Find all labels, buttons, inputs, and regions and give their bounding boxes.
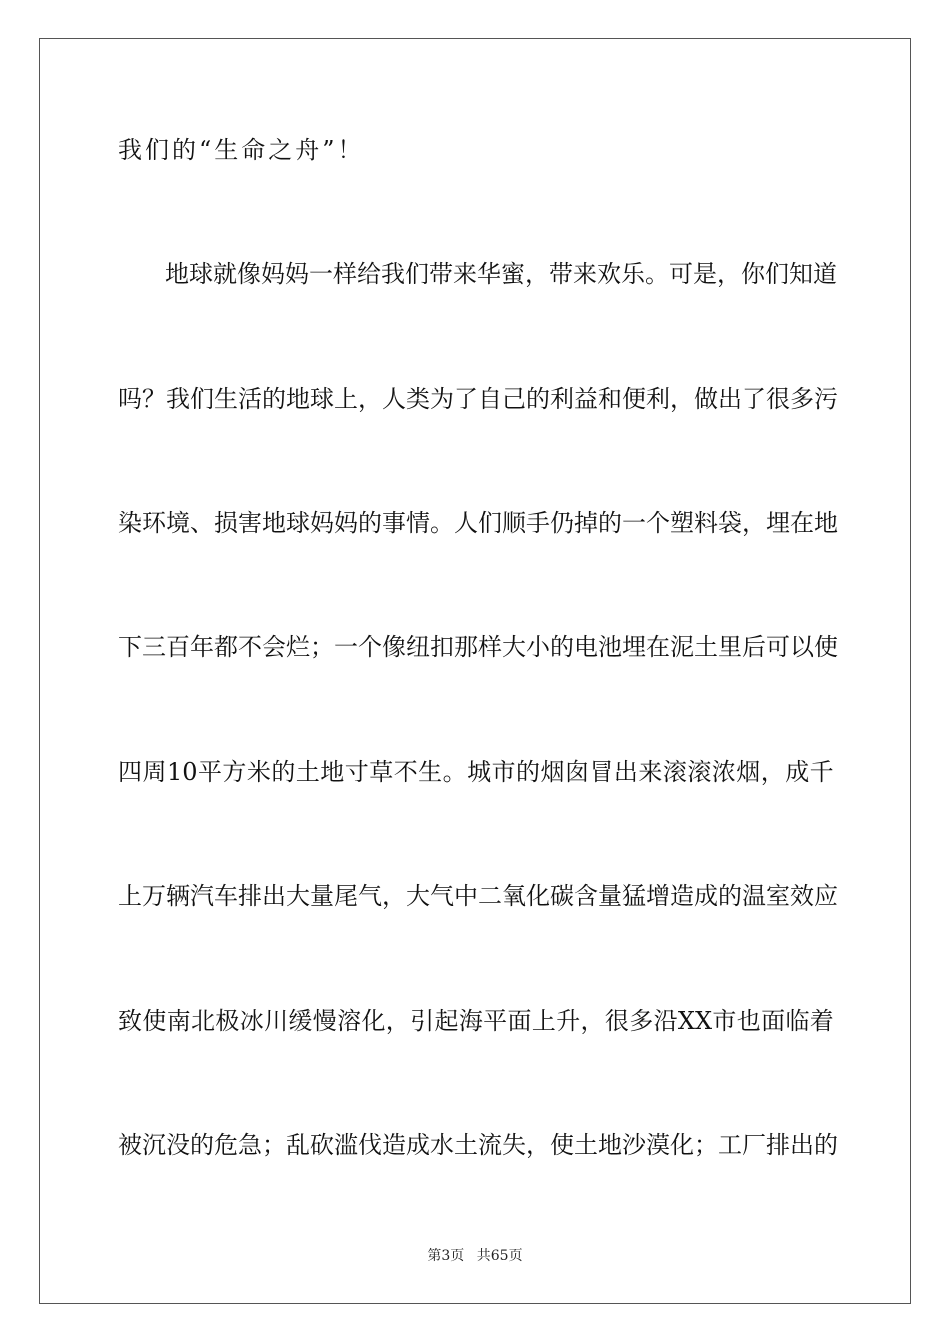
text-line: 四 周 10 平 方 米 的 土 地 寸 草 不 生 。 城 市 的 烟 囱 冒 出 来 滚 滚 浓 烟 ， 成 千 — [118, 758, 834, 786]
text-line: 被 沉 没 的 危 急 ； 乱 砍 滥 伐 造 成 水 土 流 失 ， 使 土 地 沙 漠 化 ； 工 厂 排 出 的 — [118, 1131, 838, 1159]
text-line: 致 使 南 北 极 冰 川 缓 慢 溶 化 ， 引 起 海 平 面 上 升 ， 很 多 沿 XX 市 也 面 临 着 — [118, 1007, 834, 1035]
page-footer — [0, 1246, 950, 1266]
text-line: 下 三 百 年 都 不 会 烂 ； 一 个 像 纽 扣 那 样 大 小 的 电 池 埋 在 泥 土 里 后 可 以 使 — [118, 633, 838, 661]
page-border — [39, 38, 911, 1304]
text-line: 我们的“生命之舟”！ — [118, 136, 365, 164]
text-line: 吗 ？ 我 们 生 活 的 地 球 上 ， 人 类 为 了 自 己 的 利 益 和 便 利 ， 做 出 了 很 多 污 — [118, 385, 838, 413]
text-line: 染 环 境 、 损 害 地 球 妈 妈 的 事 情 。 人 们 顺 手 仍 掉 的 一 个 塑 料 袋 ， 埋 在 地 — [118, 509, 838, 537]
page-total: 共65页 — [476, 1248, 523, 1264]
page-number: 第3页 — [427, 1248, 465, 1264]
text-line: 上 万 辆 汽 车 排 出 大 量 尾 气 ， 大 气 中 二 氧 化 碳 含 量 猛 增 造 成 的 温 室 效 应 — [118, 882, 838, 910]
text-line: 地 球 就 像 妈 妈 一 样 给 我 们 带 来 华 蜜 ， 带 来 欢 乐 。 可 是 ， 你 们 知 道 — [165, 260, 837, 288]
